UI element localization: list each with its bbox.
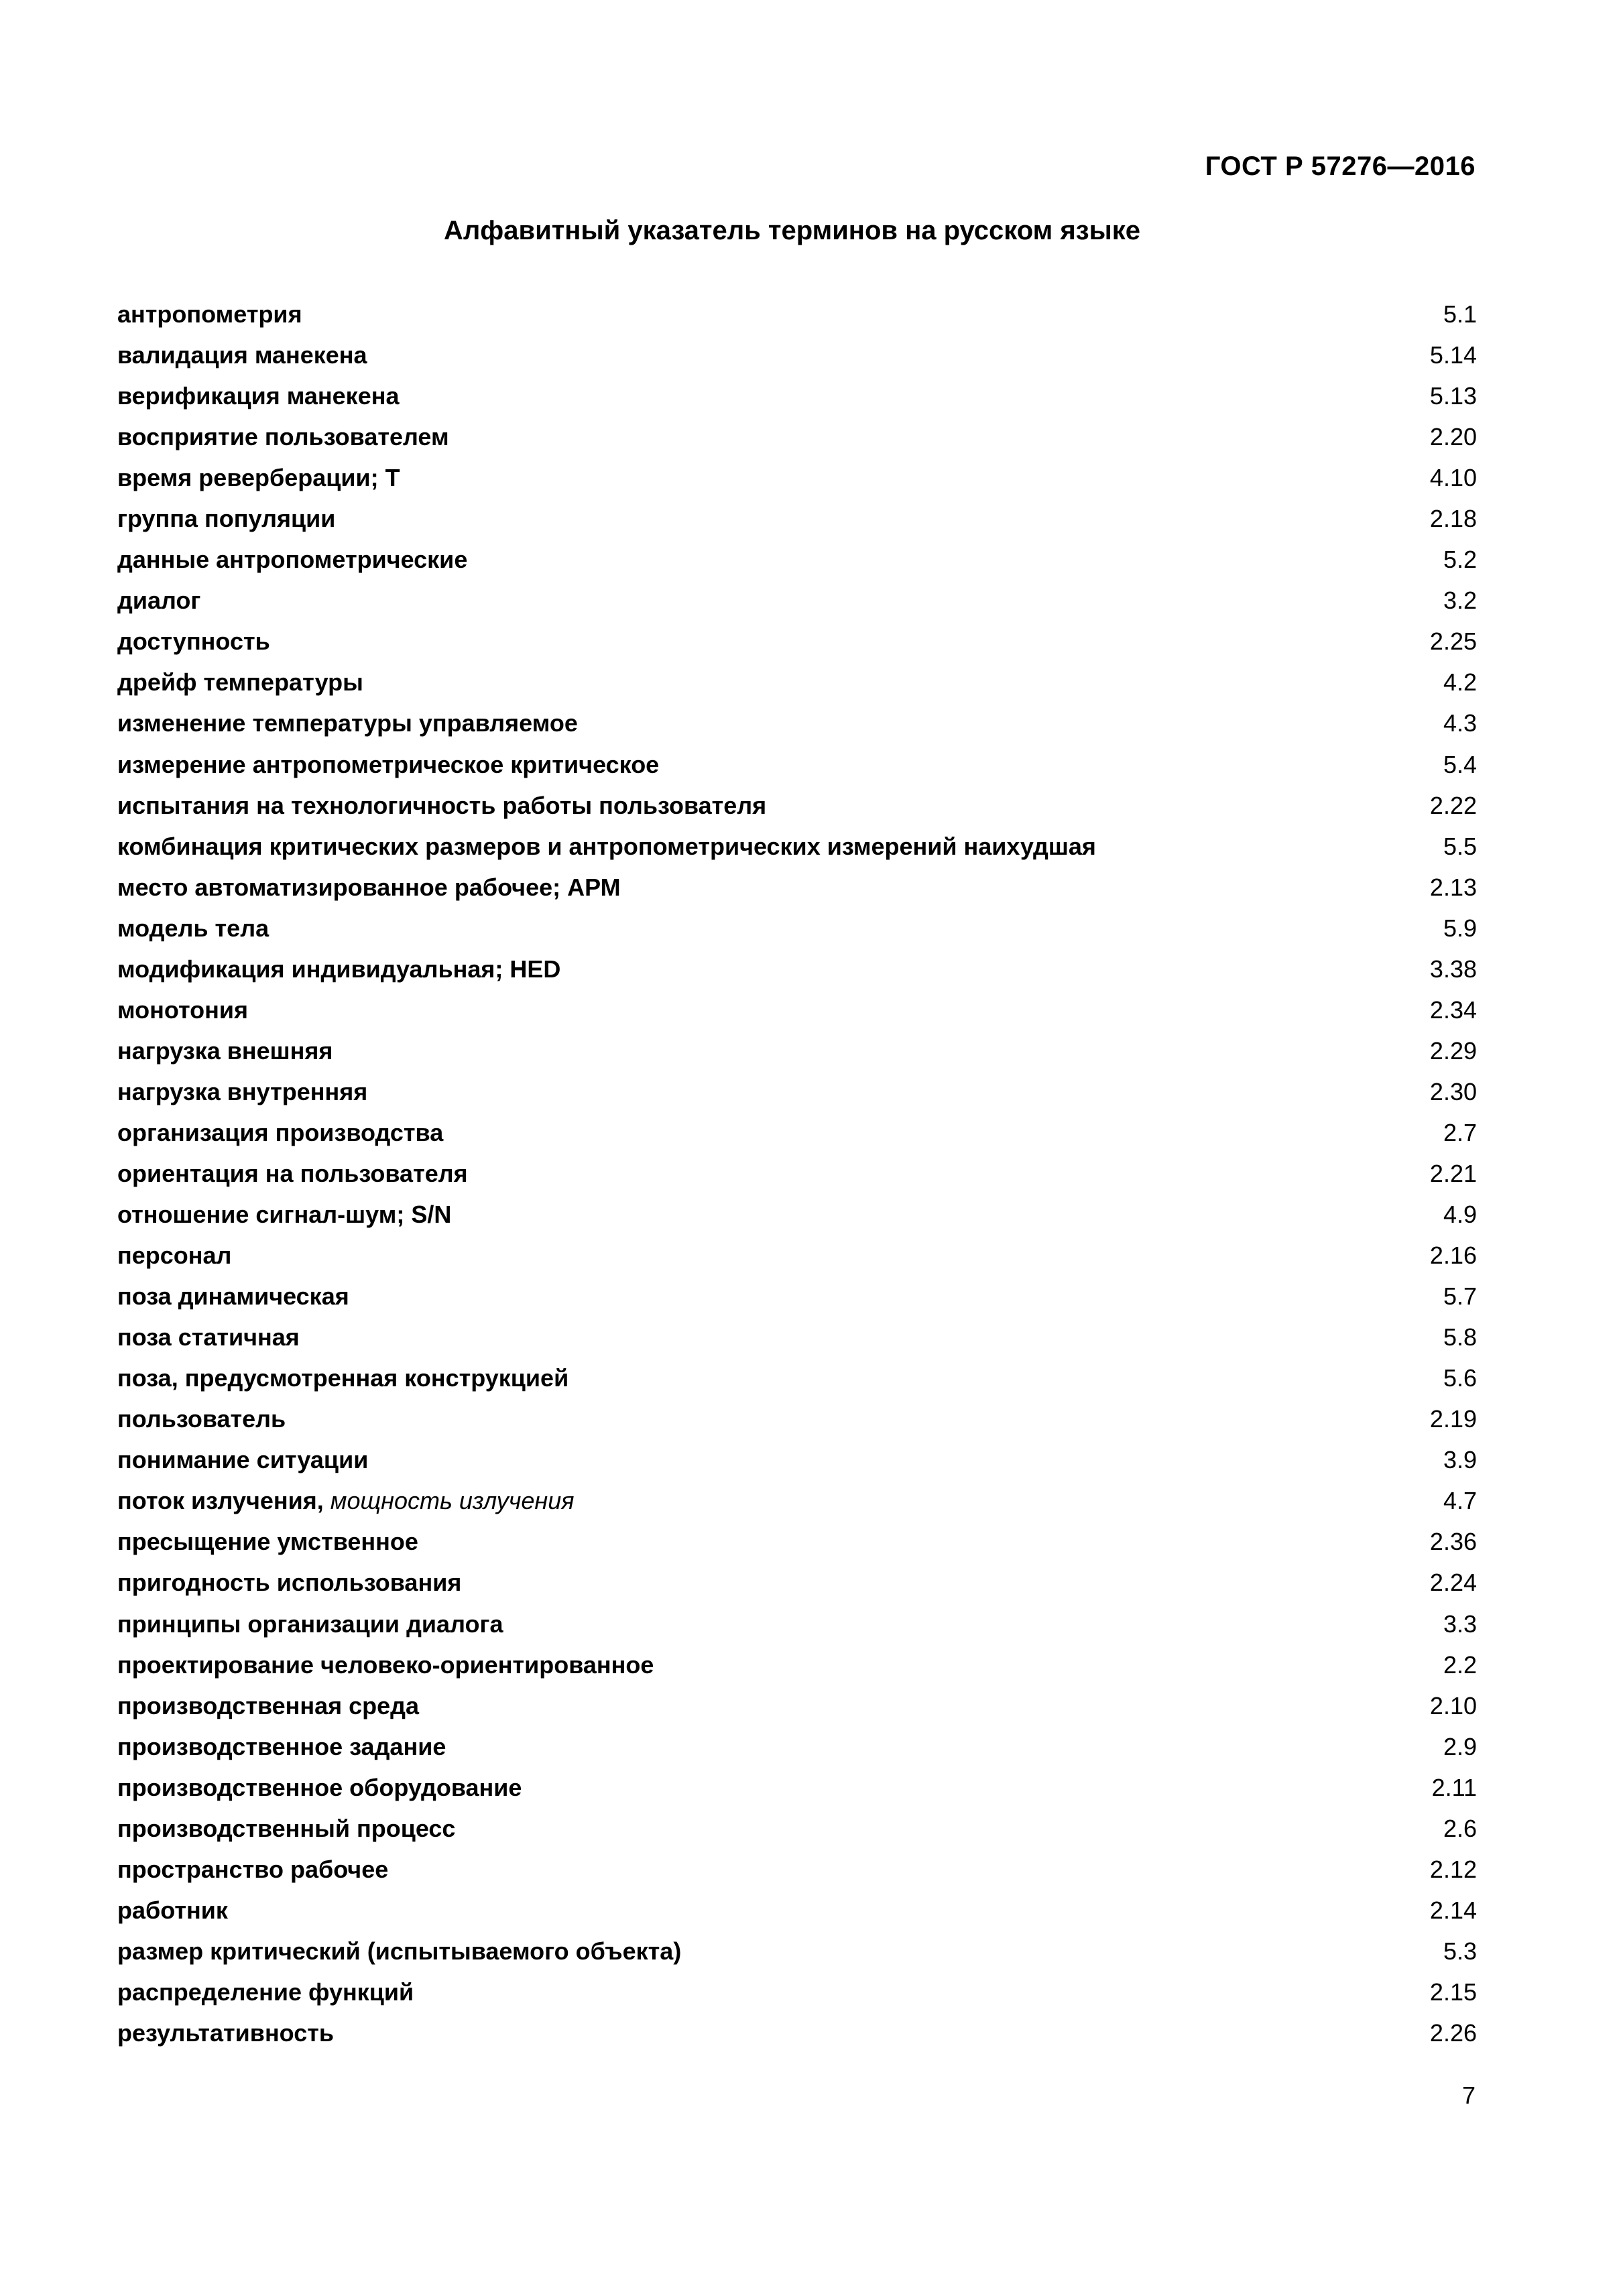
index-term [117,375,400,416]
index-term-reference: 2.21 [1429,1159,1477,1187]
index-term-reference: 2.13 [1429,873,1477,901]
index-term-text: монотония [117,995,249,1024]
index-term [117,580,200,621]
index-term [117,1235,231,1276]
index-term-text: производственный процесс [117,1814,456,1842]
index-term-text: время реверберации; T [117,464,400,492]
index-term [117,908,269,949]
index-term [117,1030,333,1071]
index-entry [117,1521,1477,1562]
index-title: Алфавитный указатель терминов на русском языке [443,216,1141,245]
index-term-text: испытания на технологичность работы пользователя [117,791,767,819]
index-term-text: пространство рабочее [117,1855,389,1883]
index-term-reference: 5.14 [1429,341,1477,369]
index-term [117,703,578,743]
index-entry [117,662,1477,703]
index-term-reference: 5.7 [1443,1282,1477,1311]
index-term [117,1398,286,1439]
index-term [117,1480,574,1521]
index-entry [117,1357,1477,1398]
index-term-text: дрейф температуры [117,668,363,697]
index-term [117,1153,468,1194]
index-term-text: диалог [117,587,201,615]
index-term [117,1317,300,1357]
index-term-reference: 2.10 [1429,1691,1477,1719]
index-term-text: комбинация критических размеров и антропометрических измерений наихудшая [117,832,1096,860]
index-term [117,1890,228,1931]
document-code: ГОСТ Р 57276—2016 [1205,152,1476,181]
index-term-text: поза динамическая [117,1282,349,1311]
index-entry [117,1562,1477,1603]
index-term-reference: 2.34 [1429,995,1477,1024]
index-term-reference: 5.5 [1443,832,1477,860]
index-term [117,294,302,335]
index-entry [117,1685,1477,1726]
index-entry [117,335,1477,375]
index-entry [117,1112,1477,1153]
index-entry [117,1480,1477,1521]
index-term [117,1972,414,2012]
index-term [117,498,335,539]
index-term-text: верификация манекена [117,382,400,410]
index-term [117,335,367,375]
index-entry [117,867,1477,908]
index-entry [117,1890,1477,1931]
index-entry [117,744,1477,785]
index-entry [117,498,1477,539]
index-term-text: отношение сигнал-шум; S/N [117,1201,452,1229]
index-term-text: восприятие пользователем [117,423,449,451]
index-term [117,867,621,908]
index-term [117,1726,446,1767]
index-entry [117,1317,1477,1357]
index-term-reference: 5.1 [1443,300,1477,328]
index-term-reference: 2.24 [1429,1569,1477,1597]
index-entry [117,949,1477,989]
index-entry [117,1194,1477,1235]
index-entry [117,1030,1477,1071]
index-term-reference: 2.19 [1429,1405,1477,1433]
index-term-text: измерение антропометрическое критическое [117,750,660,778]
index-term-reference: 2.30 [1429,1077,1477,1105]
index-term-reference: 5.2 [1443,546,1477,574]
index-term-reference: 2.9 [1443,1732,1477,1760]
index-entry [117,1398,1477,1439]
index-term-reference: 4.2 [1443,668,1477,697]
index-term-text: группа популяции [117,505,336,533]
index-term-text: модель тела [117,914,269,942]
index-term-text: производственное задание [117,1732,446,1760]
index-term-reference: 2.11 [1431,1773,1477,1801]
index-term-reference: 4.3 [1443,709,1477,737]
index-term-reference: 2.15 [1429,1978,1477,2006]
index-term-text: производственная среда [117,1691,420,1719]
index-term [117,1644,654,1685]
index-term-reference: 2.7 [1443,1118,1477,1146]
index-term-text: организация производства [117,1118,444,1146]
index-term-reference: 2.26 [1429,2018,1477,2047]
index-term [117,1112,443,1153]
index-term-reference: 5.13 [1429,382,1477,410]
index-term-reference: 2.12 [1429,1855,1477,1883]
index-entry [117,1439,1477,1480]
index-term [117,1767,522,1808]
index-entry [117,621,1477,662]
index-term-reference: 5.8 [1443,1323,1477,1351]
index-term [117,621,270,662]
index-entry [117,1726,1477,1767]
index-term-text: валидация манекена [117,341,367,369]
index-term-reference: 2.2 [1443,1650,1477,1679]
index-term-reference: 2.25 [1429,627,1477,656]
index-term-reference: 3.9 [1443,1446,1477,1474]
index-term-text: пригодность использования [117,1569,462,1597]
index-term-reference: 2.18 [1429,505,1477,533]
index-term-text: пресыщение умственное [117,1528,418,1556]
index-term [117,826,1096,867]
index-term-text: модификация индивидуальная; HED [117,955,561,983]
index-term-text: нагрузка внешняя [117,1036,333,1065]
index-entry [117,1644,1477,1685]
index-term-reference: 2.16 [1429,1242,1477,1270]
index-entry [117,1931,1477,1972]
index-term-text: персонал [117,1242,232,1270]
index-entry [117,1808,1477,1849]
index-term-text: пользователь [117,1405,286,1433]
index-term [117,1357,568,1398]
index-term-reference: 4.7 [1443,1487,1477,1515]
index-entry [117,2012,1477,2053]
index-term-text: антропометрия [117,300,302,328]
index-term [117,1808,455,1849]
index-term-text: поза, предусмотренная конструкцией [117,1364,569,1392]
index-term-text: данные антропометрические [117,546,468,574]
index-entry [117,1972,1477,2012]
index-term [117,1521,418,1562]
index-entry [117,989,1477,1030]
index-term [117,662,363,703]
index-term-reference: 2.14 [1429,1896,1477,1924]
index-term-text: размер критический (испытываемого объекта) [117,1937,682,1965]
index-term-reference: 2.6 [1443,1814,1477,1842]
index-term-text: ориентация на пользователя [117,1159,468,1187]
index-term-text: принципы организации диалога [117,1610,503,1638]
index-term-text: работник [117,1896,228,1924]
index-entry [117,580,1477,621]
index-term-reference: 2.22 [1429,791,1477,819]
index-term [117,416,449,457]
index-entry [117,416,1477,457]
index-term-reference: 3.38 [1429,955,1477,983]
page-number: 7 [1461,2081,1476,2109]
index-term [117,457,400,498]
index-term [117,1931,681,1972]
index-entry [117,539,1477,580]
index-term [117,539,467,580]
index-term [117,785,766,826]
index-term-text: проектирование человеко-ориентированное [117,1650,654,1679]
index-term [117,1562,461,1603]
index-term-reference: 3.3 [1443,1610,1477,1638]
index-term [117,1604,503,1644]
term-index-list [117,294,1477,2053]
index-term-reference: 5.3 [1443,1937,1477,1965]
index-entry [117,1153,1477,1194]
index-entry [117,1604,1477,1644]
index-term-reference: 4.9 [1443,1201,1477,1229]
index-term-synonym: мощность излучения [330,1487,575,1515]
index-term-reference: 4.10 [1429,464,1477,492]
index-term [117,1685,419,1726]
index-term-text: место автоматизированное рабочее; АРМ [117,873,621,901]
index-term [117,2012,334,2053]
index-term [117,744,659,785]
index-term-reference: 2.36 [1429,1528,1477,1556]
index-entry [117,1767,1477,1808]
index-entry [117,375,1477,416]
index-entry [117,826,1477,867]
index-term-reference: 2.29 [1429,1036,1477,1065]
index-term-text: изменение температуры управляемое [117,709,578,737]
index-term [117,1071,367,1112]
index-term-text: результативность [117,2018,334,2047]
index-entry [117,908,1477,949]
index-entry [117,457,1477,498]
index-term-text: поза статичная [117,1323,300,1351]
index-term-reference: 5.4 [1443,750,1477,778]
index-term [117,1194,451,1235]
index-term [117,1439,368,1480]
index-term-reference: 2.20 [1429,423,1477,451]
index-entry [117,1849,1477,1890]
index-term-text: нагрузка внутренняя [117,1077,368,1105]
index-term [117,949,560,989]
index-term-text: распределение функций [117,1978,414,2006]
index-entry [117,703,1477,743]
index-entry [117,1071,1477,1112]
index-term [117,1276,349,1317]
index-term-text: поток излучения, [117,1487,324,1515]
index-term-reference: 3.2 [1443,587,1477,615]
index-entry [117,785,1477,826]
index-term [117,1849,388,1890]
index-term-text: доступность [117,627,270,656]
index-entry [117,1235,1477,1276]
index-term-text: понимание ситуации [117,1446,369,1474]
index-entry [117,1276,1477,1317]
index-term-text: производственное оборудование [117,1773,522,1801]
index-term-reference: 5.6 [1443,1364,1477,1392]
index-term-reference: 5.9 [1443,914,1477,942]
index-entry [117,294,1477,335]
index-term [117,989,248,1030]
